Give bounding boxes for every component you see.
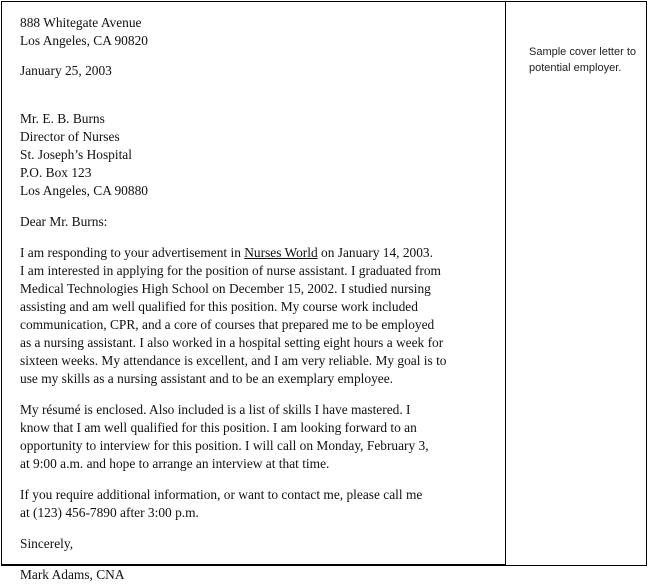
paragraph-1-line: I am interested in applying for the position of nurse assistant. I graduated from [20,263,441,278]
paragraph-2-line: My résumé is enclosed. Also included is a list of skills I have mastered. I [20,402,411,417]
sender-street: 888 Whitegate Avenue [20,15,142,30]
paragraph-1-line: communication, CPR, and a core of courses that prepared me to be employed [20,317,435,332]
recipient-name: Mr. E. B. Burns [20,111,105,126]
closing: Sincerely, [20,536,74,551]
paragraph-2-line: opportunity to interview for this position. I will call on Monday, February 3, [20,438,429,453]
caption-line-2: potential employer. [529,62,622,74]
paragraph-1 [20,244,506,388]
frame-right-rule [646,1,647,566]
paragraph-2-line: at 9:00 a.m. and hope to arrange an interview at that time. [20,456,330,471]
sender-city: Los Angeles, CA 90820 [20,33,148,48]
recipient-title: Director of Nurses [20,129,120,144]
paragraph-1-line: assisting and am well qualified for this position. My course work included [20,299,418,314]
salutation: Dear Mr. Burns: [20,214,108,229]
caption-line-1: Sample cover letter to [529,46,636,58]
paragraph-3-line: at (123) 456-7890 after 3:00 p.m. [20,505,199,520]
frame-top-rule [505,1,647,2]
recipient-organization: St. Joseph’s Hospital [20,147,132,162]
paragraph-1-line: use my skills as a nursing assistant and to be an exemplary employee. [20,371,393,386]
recipient-po-box: P.O. Box 123 [20,165,92,180]
letter-frame [1,1,506,582]
paragraph-1-line: as a nursing assistant. I also worked in a hospital setting eight hours a week for [20,335,444,350]
paragraph-1-tail: on January 14, 2003. [317,245,433,260]
paragraph-1-line: Medical Technologies High School on December 15, 2002. I studied nursing [20,281,431,296]
signature: Mark Adams, CNA [20,567,125,582]
paragraph-3 [20,486,506,522]
recipient-city: Los Angeles, CA 90880 [20,183,148,198]
letter-date: January 25, 2003 [20,63,112,78]
publication-title: Nurses World [244,245,318,260]
sender-address [20,14,506,50]
paragraph-1-line: sixteen weeks. My attendance is excellent, and I am very reliable. My goal is to [20,353,447,368]
paragraph-2-line: know that I am well qualified for this position. I am looking forward to an [20,420,417,435]
paragraph-1-lead: I am responding to your advertisement in [20,245,245,260]
paragraph-1-line [20,244,506,262]
caption-note [529,44,647,76]
recipient-address [20,110,506,200]
paragraph-2 [20,401,506,473]
cover-letter [20,14,506,584]
paragraph-3-line: If you require additional information, or want to contact me, please call me [20,487,423,502]
